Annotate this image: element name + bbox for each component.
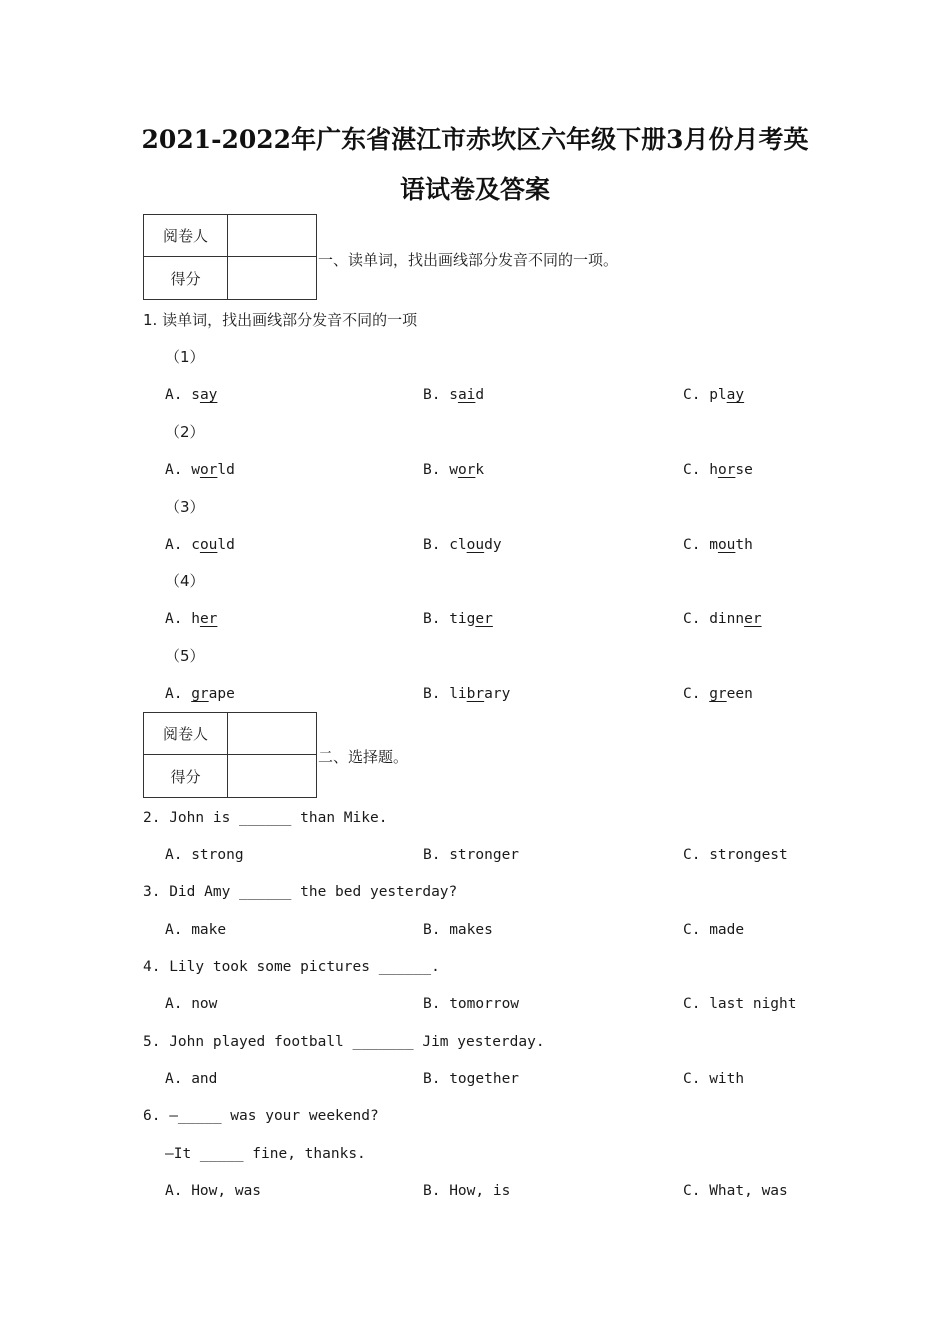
item-2-option-a: A. world [165, 462, 235, 478]
item-5-option-c: C. green [683, 686, 753, 702]
item-2-option-b: B. work [423, 462, 485, 478]
item-1-option-a: A. say [165, 387, 218, 403]
score-field[interactable] [228, 755, 316, 797]
reviewer-field[interactable] [228, 215, 316, 257]
reviewer-label: 阅卷人 [144, 713, 228, 755]
reviewer-field[interactable] [228, 713, 316, 755]
item-4-option-a: A. her [165, 611, 218, 627]
grader-box-section-2 [143, 712, 317, 798]
question-5-stem: 5. John played football _______ Jim yesterday. [143, 1034, 545, 1050]
question-2-option-a: A. strong [165, 847, 244, 863]
item-3-option-a: A. could [165, 537, 235, 553]
question-6-stem: 6. —_____ was your weekend? [143, 1108, 379, 1124]
item-4-option-b: B. tiger [423, 611, 493, 627]
question-2-option-b: B. stronger [423, 847, 520, 863]
item-1-number: （1） [165, 348, 205, 366]
section-1-title: 一、读单词，找出画线部分发音不同的一项。 [318, 251, 619, 269]
item-2-option-c: C. horse [683, 462, 753, 478]
item-5-option-a: A. grape [165, 686, 235, 702]
section-2-title: 二、选择题。 [318, 748, 409, 766]
item-5-number: （5） [165, 647, 205, 665]
exam-title-line-2: 语试卷及答案 [399, 175, 550, 204]
question-6-option-b: B. How, is [423, 1183, 511, 1199]
item-2-number: （2） [165, 423, 205, 441]
item-3-option-c: C. mouth [683, 537, 753, 553]
score-label: 得分 [144, 257, 228, 299]
score-label: 得分 [144, 755, 228, 797]
question-1-stem: 1. 读单词，找出画线部分发音不同的一项 [143, 311, 418, 329]
question-4-option-b: B. tomorrow [423, 996, 520, 1012]
question-4-option-c: C. last night [683, 996, 797, 1012]
question-5-option-b: B. together [423, 1071, 520, 1087]
item-1-option-c: C. play [683, 387, 745, 403]
question-3-stem: 3. Did Amy ______ the bed yesterday? [143, 884, 458, 900]
item-4-option-c: C. dinner [683, 611, 762, 627]
score-field[interactable] [228, 257, 316, 299]
question-4-stem: 4. Lily took some pictures ______. [143, 959, 440, 975]
question-5-option-c: C. with [683, 1071, 745, 1087]
item-3-number: （3） [165, 498, 205, 516]
question-5-option-a: A. and [165, 1071, 218, 1087]
question-3-option-a: A. make [165, 922, 227, 938]
question-3-option-b: B. makes [423, 922, 493, 938]
exam-title-line-1: 2021-2022年广东省湛江市赤坎区六年级下册3月份月考英 [141, 125, 809, 154]
question-6-option-a: A. How, was [165, 1183, 262, 1199]
item-4-number: （4） [165, 572, 205, 590]
question-4-option-a: A. now [165, 996, 218, 1012]
question-6-stem-reply: —It _____ fine, thanks. [165, 1146, 366, 1162]
question-3-option-c: C. made [683, 922, 745, 938]
grader-box-section-1 [143, 214, 317, 300]
reviewer-label: 阅卷人 [144, 215, 228, 257]
question-2-option-c: C. strongest [683, 847, 788, 863]
question-6-option-c: C. What, was [683, 1183, 788, 1199]
item-1-option-b: B. said [423, 387, 485, 403]
question-2-stem: 2. John is ______ than Mike. [143, 810, 388, 826]
item-3-option-b: B. cloudy [423, 537, 502, 553]
item-5-option-b: B. library [423, 686, 511, 702]
